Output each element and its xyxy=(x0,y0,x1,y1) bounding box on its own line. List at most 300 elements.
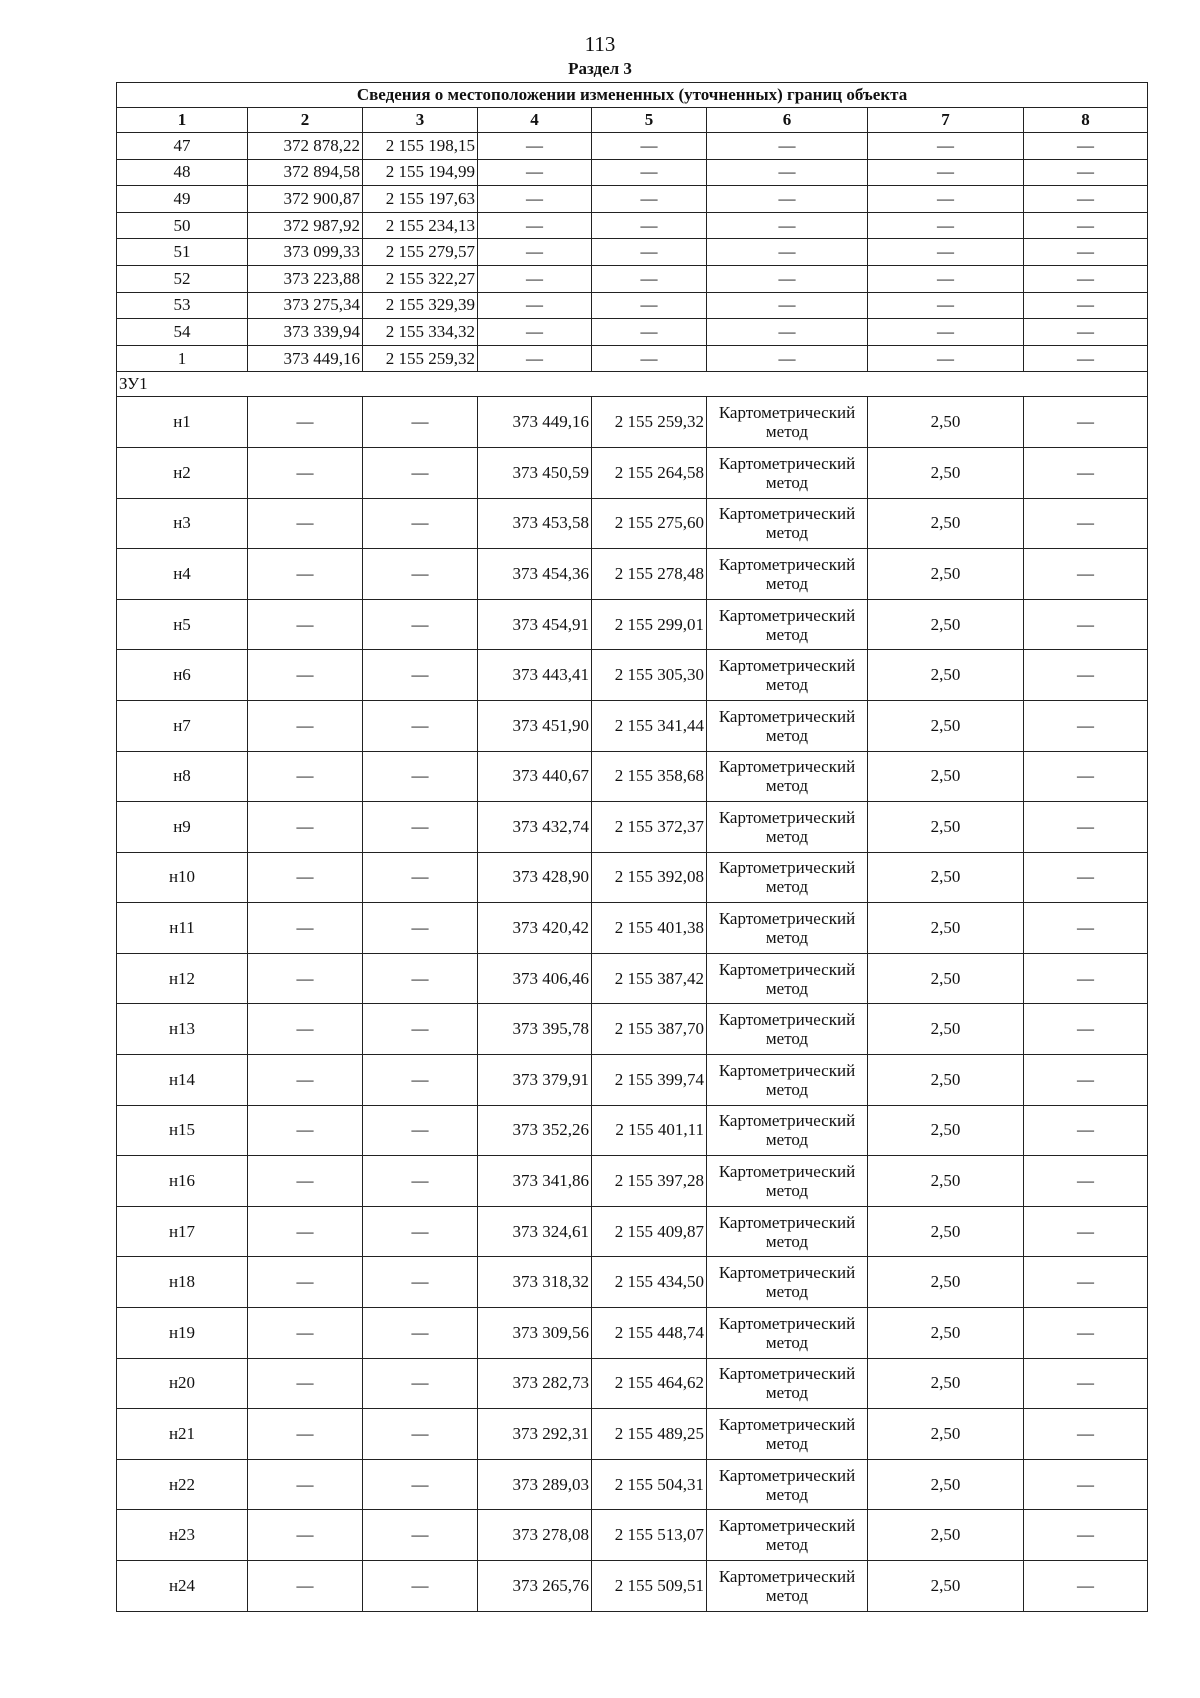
point-number-cell: н4 xyxy=(117,549,248,600)
table-row xyxy=(117,700,1148,751)
accuracy-cell: 2,50 xyxy=(868,650,1024,701)
accuracy-cell: 2,50 xyxy=(868,498,1024,549)
dash-cell: — xyxy=(1024,345,1148,372)
accuracy-cell: 2,50 xyxy=(868,1561,1024,1612)
dash-cell: — xyxy=(868,292,1024,319)
method-cell: Картометрический метод xyxy=(707,1308,868,1359)
dash-cell: — xyxy=(1024,700,1148,751)
accuracy-cell: 2,50 xyxy=(868,1510,1024,1561)
column-header: 4 xyxy=(478,108,592,133)
column-header: 3 xyxy=(363,108,478,133)
y-coordinate-cell: 2 155 401,38 xyxy=(592,903,707,954)
dash-cell: — xyxy=(1024,1004,1148,1055)
dash-cell: — xyxy=(248,903,363,954)
accuracy-cell: 2,50 xyxy=(868,447,1024,498)
table-row xyxy=(117,650,1148,701)
dash-cell: — xyxy=(248,1156,363,1207)
dash-cell: — xyxy=(707,292,868,319)
dash-cell: — xyxy=(478,292,592,319)
column-header: 6 xyxy=(707,108,868,133)
dash-cell: — xyxy=(592,186,707,213)
x-coordinate-cell: 373 275,34 xyxy=(248,292,363,319)
accuracy-cell: 2,50 xyxy=(868,549,1024,600)
accuracy-cell: 2,50 xyxy=(868,700,1024,751)
dash-cell: — xyxy=(1024,447,1148,498)
y-coordinate-cell: 2 155 387,42 xyxy=(592,953,707,1004)
dash-cell: — xyxy=(248,1004,363,1055)
y-coordinate-cell: 2 155 329,39 xyxy=(363,292,478,319)
dash-cell: — xyxy=(1024,1257,1148,1308)
x-coordinate-cell: 373 265,76 xyxy=(478,1561,592,1612)
y-coordinate-cell: 2 155 387,70 xyxy=(592,1004,707,1055)
dash-cell: — xyxy=(707,345,868,372)
dash-cell: — xyxy=(592,345,707,372)
column-header: 8 xyxy=(1024,108,1148,133)
dash-cell: — xyxy=(248,953,363,1004)
dash-cell: — xyxy=(363,953,478,1004)
y-coordinate-cell: 2 155 513,07 xyxy=(592,1510,707,1561)
y-coordinate-cell: 2 155 434,50 xyxy=(592,1257,707,1308)
method-cell: Картометрический метод xyxy=(707,549,868,600)
dash-cell: — xyxy=(1024,751,1148,802)
point-number-cell: 48 xyxy=(117,159,248,186)
accuracy-cell: 2,50 xyxy=(868,1156,1024,1207)
y-coordinate-cell: 2 155 464,62 xyxy=(592,1358,707,1409)
table-row xyxy=(117,133,1148,160)
point-number-cell: н24 xyxy=(117,1561,248,1612)
y-coordinate-cell: 2 155 399,74 xyxy=(592,1055,707,1106)
table-row xyxy=(117,1105,1148,1156)
dash-cell: — xyxy=(478,345,592,372)
dash-cell: — xyxy=(363,599,478,650)
dash-cell: — xyxy=(248,1308,363,1359)
x-coordinate-cell: 373 449,16 xyxy=(478,397,592,448)
dash-cell: — xyxy=(868,212,1024,239)
table-row xyxy=(117,751,1148,802)
dash-cell: — xyxy=(1024,1206,1148,1257)
dash-cell: — xyxy=(1024,1510,1148,1561)
method-cell: Картометрический метод xyxy=(707,802,868,853)
dash-cell: — xyxy=(1024,599,1148,650)
dash-cell: — xyxy=(248,1409,363,1460)
accuracy-cell: 2,50 xyxy=(868,751,1024,802)
dash-cell: — xyxy=(363,447,478,498)
dash-cell: — xyxy=(1024,397,1148,448)
accuracy-cell: 2,50 xyxy=(868,852,1024,903)
x-coordinate-cell: 373 453,58 xyxy=(478,498,592,549)
y-coordinate-cell: 2 155 264,58 xyxy=(592,447,707,498)
point-number-cell: н2 xyxy=(117,447,248,498)
point-number-cell: н12 xyxy=(117,953,248,1004)
dash-cell: — xyxy=(363,1105,478,1156)
table-row xyxy=(117,903,1148,954)
x-coordinate-cell: 373 339,94 xyxy=(248,319,363,346)
x-coordinate-cell: 373 432,74 xyxy=(478,802,592,853)
dash-cell: — xyxy=(868,186,1024,213)
dash-cell: — xyxy=(363,751,478,802)
dash-cell: — xyxy=(248,1459,363,1510)
dash-cell: — xyxy=(1024,903,1148,954)
dash-cell: — xyxy=(1024,1358,1148,1409)
y-coordinate-cell: 2 155 299,01 xyxy=(592,599,707,650)
method-cell: Картометрический метод xyxy=(707,1055,868,1106)
table-row xyxy=(117,1510,1148,1561)
dash-cell: — xyxy=(1024,186,1148,213)
accuracy-cell: 2,50 xyxy=(868,397,1024,448)
table-row xyxy=(117,1459,1148,1510)
point-number-cell: н13 xyxy=(117,1004,248,1055)
point-number-cell: н19 xyxy=(117,1308,248,1359)
dash-cell: — xyxy=(248,802,363,853)
dash-cell: — xyxy=(363,1409,478,1460)
dash-cell: — xyxy=(707,212,868,239)
x-coordinate-cell: 373 451,90 xyxy=(478,700,592,751)
dash-cell: — xyxy=(248,1206,363,1257)
dash-cell: — xyxy=(478,319,592,346)
group-row xyxy=(117,372,1148,397)
dash-cell: — xyxy=(363,1257,478,1308)
dash-cell: — xyxy=(868,159,1024,186)
dash-cell: — xyxy=(248,1105,363,1156)
dash-cell: — xyxy=(363,1510,478,1561)
point-number-cell: 1 xyxy=(117,345,248,372)
dash-cell: — xyxy=(363,549,478,600)
table-row xyxy=(117,265,1148,292)
dash-cell: — xyxy=(1024,498,1148,549)
dash-cell: — xyxy=(248,650,363,701)
dash-cell: — xyxy=(592,292,707,319)
x-coordinate-cell: 373 318,32 xyxy=(478,1257,592,1308)
dash-cell: — xyxy=(1024,802,1148,853)
y-coordinate-cell: 2 155 194,99 xyxy=(363,159,478,186)
point-number-cell: н10 xyxy=(117,852,248,903)
dash-cell: — xyxy=(478,186,592,213)
dash-cell: — xyxy=(1024,852,1148,903)
x-coordinate-cell: 372 987,92 xyxy=(248,212,363,239)
y-coordinate-cell: 2 155 275,60 xyxy=(592,498,707,549)
group-label: ЗУ1 xyxy=(117,372,1148,397)
point-number-cell: 54 xyxy=(117,319,248,346)
point-number-cell: н11 xyxy=(117,903,248,954)
table-row xyxy=(117,319,1148,346)
dash-cell: — xyxy=(248,599,363,650)
dash-cell: — xyxy=(478,159,592,186)
point-number-cell: н7 xyxy=(117,700,248,751)
point-number-cell: 50 xyxy=(117,212,248,239)
point-number-cell: н6 xyxy=(117,650,248,701)
dash-cell: — xyxy=(248,751,363,802)
method-cell: Картометрический метод xyxy=(707,1409,868,1460)
point-number-cell: н8 xyxy=(117,751,248,802)
table-row xyxy=(117,186,1148,213)
dash-cell: — xyxy=(363,903,478,954)
dash-cell: — xyxy=(248,1055,363,1106)
point-number-cell: н5 xyxy=(117,599,248,650)
dash-cell: — xyxy=(248,498,363,549)
method-cell: Картометрический метод xyxy=(707,1257,868,1308)
method-cell: Картометрический метод xyxy=(707,1459,868,1510)
y-coordinate-cell: 2 155 358,68 xyxy=(592,751,707,802)
dash-cell: — xyxy=(868,265,1024,292)
y-coordinate-cell: 2 155 489,25 xyxy=(592,1409,707,1460)
column-header: 2 xyxy=(248,108,363,133)
section-title: Раздел 3 xyxy=(568,59,632,78)
y-coordinate-cell: 2 155 259,32 xyxy=(363,345,478,372)
dash-cell: — xyxy=(1024,1105,1148,1156)
dash-cell: — xyxy=(248,700,363,751)
x-coordinate-cell: 373 292,31 xyxy=(478,1409,592,1460)
x-coordinate-cell: 373 406,46 xyxy=(478,953,592,1004)
point-number-cell: н17 xyxy=(117,1206,248,1257)
table-row xyxy=(117,1055,1148,1106)
dash-cell: — xyxy=(363,498,478,549)
x-coordinate-cell: 373 341,86 xyxy=(478,1156,592,1207)
dash-cell: — xyxy=(1024,292,1148,319)
dash-cell: — xyxy=(868,345,1024,372)
accuracy-cell: 2,50 xyxy=(868,599,1024,650)
dash-cell: — xyxy=(707,186,868,213)
point-number-cell: н15 xyxy=(117,1105,248,1156)
table-row xyxy=(117,953,1148,1004)
point-number-cell: н16 xyxy=(117,1156,248,1207)
table-row xyxy=(117,852,1148,903)
x-coordinate-cell: 373 282,73 xyxy=(478,1358,592,1409)
dash-cell: — xyxy=(1024,1561,1148,1612)
table-row xyxy=(117,1004,1148,1055)
point-number-cell: н3 xyxy=(117,498,248,549)
point-number-cell: н14 xyxy=(117,1055,248,1106)
dash-cell: — xyxy=(1024,1409,1148,1460)
accuracy-cell: 2,50 xyxy=(868,1409,1024,1460)
x-coordinate-cell: 373 099,33 xyxy=(248,239,363,266)
x-coordinate-cell: 372 878,22 xyxy=(248,133,363,160)
dash-cell: — xyxy=(592,159,707,186)
table-row xyxy=(117,212,1148,239)
dash-cell: — xyxy=(363,1156,478,1207)
point-number-cell: н20 xyxy=(117,1358,248,1409)
page-number: 113 xyxy=(584,32,616,56)
accuracy-cell: 2,50 xyxy=(868,1308,1024,1359)
x-coordinate-cell: 373 278,08 xyxy=(478,1510,592,1561)
dash-cell: — xyxy=(248,549,363,600)
method-cell: Картометрический метод xyxy=(707,498,868,549)
dash-cell: — xyxy=(707,319,868,346)
method-cell: Картометрический метод xyxy=(707,1358,868,1409)
method-cell: Картометрический метод xyxy=(707,599,868,650)
method-cell: Картометрический метод xyxy=(707,1156,868,1207)
y-coordinate-cell: 2 155 401,11 xyxy=(592,1105,707,1156)
dash-cell: — xyxy=(478,133,592,160)
dash-cell: — xyxy=(1024,1156,1148,1207)
table-row xyxy=(117,397,1148,448)
dash-cell: — xyxy=(248,397,363,448)
dash-cell: — xyxy=(1024,319,1148,346)
dash-cell: — xyxy=(1024,159,1148,186)
dash-cell: — xyxy=(1024,650,1148,701)
dash-cell: — xyxy=(592,265,707,292)
x-coordinate-cell: 373 428,90 xyxy=(478,852,592,903)
x-coordinate-cell: 373 420,42 xyxy=(478,903,592,954)
dash-cell: — xyxy=(868,239,1024,266)
dash-cell: — xyxy=(707,133,868,160)
table-title: Сведения о местоположении измененных (уточненных) границ объекта xyxy=(117,83,1148,108)
dash-cell: — xyxy=(1024,549,1148,600)
table-row xyxy=(117,1257,1148,1308)
column-header: 7 xyxy=(868,108,1024,133)
method-cell: Картометрический метод xyxy=(707,953,868,1004)
table-row xyxy=(117,1206,1148,1257)
dash-cell: — xyxy=(363,1459,478,1510)
dash-cell: — xyxy=(363,1206,478,1257)
accuracy-cell: 2,50 xyxy=(868,1459,1024,1510)
table-row xyxy=(117,1308,1148,1359)
dash-cell: — xyxy=(592,239,707,266)
point-number-cell: 53 xyxy=(117,292,248,319)
dash-cell: — xyxy=(363,650,478,701)
y-coordinate-cell: 2 155 278,48 xyxy=(592,549,707,600)
table-row xyxy=(117,1409,1148,1460)
dash-cell: — xyxy=(1024,212,1148,239)
y-coordinate-cell: 2 155 372,37 xyxy=(592,802,707,853)
column-header: 1 xyxy=(117,108,248,133)
y-coordinate-cell: 2 155 504,31 xyxy=(592,1459,707,1510)
x-coordinate-cell: 373 324,61 xyxy=(478,1206,592,1257)
x-coordinate-cell: 373 289,03 xyxy=(478,1459,592,1510)
x-coordinate-cell: 372 894,58 xyxy=(248,159,363,186)
method-cell: Картометрический метод xyxy=(707,1004,868,1055)
dash-cell: — xyxy=(707,239,868,266)
dash-cell: — xyxy=(363,1561,478,1612)
dash-cell: — xyxy=(248,1561,363,1612)
method-cell: Картометрический метод xyxy=(707,1561,868,1612)
x-coordinate-cell: 373 454,91 xyxy=(478,599,592,650)
dash-cell: — xyxy=(1024,1055,1148,1106)
table-row xyxy=(117,292,1148,319)
dash-cell: — xyxy=(1024,239,1148,266)
method-cell: Картометрический метод xyxy=(707,447,868,498)
accuracy-cell: 2,50 xyxy=(868,1206,1024,1257)
dash-cell: — xyxy=(1024,265,1148,292)
x-coordinate-cell: 373 379,91 xyxy=(478,1055,592,1106)
method-cell: Картометрический метод xyxy=(707,852,868,903)
method-cell: Картометрический метод xyxy=(707,751,868,802)
table-row xyxy=(117,159,1148,186)
method-cell: Картометрический метод xyxy=(707,700,868,751)
table-row xyxy=(117,1156,1148,1207)
y-coordinate-cell: 2 155 279,57 xyxy=(363,239,478,266)
dash-cell: — xyxy=(363,700,478,751)
accuracy-cell: 2,50 xyxy=(868,802,1024,853)
y-coordinate-cell: 2 155 259,32 xyxy=(592,397,707,448)
method-cell: Картометрический метод xyxy=(707,903,868,954)
x-coordinate-cell: 372 900,87 xyxy=(248,186,363,213)
dash-cell: — xyxy=(478,212,592,239)
x-coordinate-cell: 373 352,26 xyxy=(478,1105,592,1156)
table-row xyxy=(117,345,1148,372)
x-coordinate-cell: 373 223,88 xyxy=(248,265,363,292)
column-header-row xyxy=(117,108,1148,133)
point-number-cell: 47 xyxy=(117,133,248,160)
table-row xyxy=(117,599,1148,650)
dash-cell: — xyxy=(868,133,1024,160)
y-coordinate-cell: 2 155 392,08 xyxy=(592,852,707,903)
dash-cell: — xyxy=(248,1257,363,1308)
accuracy-cell: 2,50 xyxy=(868,953,1024,1004)
table-row xyxy=(117,1561,1148,1612)
table-row xyxy=(117,498,1148,549)
dash-cell: — xyxy=(363,397,478,448)
accuracy-cell: 2,50 xyxy=(868,1257,1024,1308)
method-cell: Картометрический метод xyxy=(707,1510,868,1561)
accuracy-cell: 2,50 xyxy=(868,1004,1024,1055)
dash-cell: — xyxy=(363,1308,478,1359)
point-number-cell: н1 xyxy=(117,397,248,448)
dash-cell: — xyxy=(363,852,478,903)
x-coordinate-cell: 373 440,67 xyxy=(478,751,592,802)
dash-cell: — xyxy=(363,1055,478,1106)
dash-cell: — xyxy=(868,319,1024,346)
accuracy-cell: 2,50 xyxy=(868,903,1024,954)
y-coordinate-cell: 2 155 509,51 xyxy=(592,1561,707,1612)
dash-cell: — xyxy=(248,1358,363,1409)
point-number-cell: 52 xyxy=(117,265,248,292)
dash-cell: — xyxy=(1024,1308,1148,1359)
dash-cell: — xyxy=(248,852,363,903)
dash-cell: — xyxy=(707,265,868,292)
dash-cell: — xyxy=(248,447,363,498)
dash-cell: — xyxy=(248,1510,363,1561)
method-cell: Картометрический метод xyxy=(707,397,868,448)
y-coordinate-cell: 2 155 409,87 xyxy=(592,1206,707,1257)
y-coordinate-cell: 2 155 197,63 xyxy=(363,186,478,213)
boundary-table xyxy=(116,82,1148,1612)
point-number-cell: н21 xyxy=(117,1409,248,1460)
method-cell: Картометрический метод xyxy=(707,1105,868,1156)
point-number-cell: 49 xyxy=(117,186,248,213)
x-coordinate-cell: 373 454,36 xyxy=(478,549,592,600)
accuracy-cell: 2,50 xyxy=(868,1105,1024,1156)
table-row xyxy=(117,1358,1148,1409)
x-coordinate-cell: 373 395,78 xyxy=(478,1004,592,1055)
point-number-cell: н22 xyxy=(117,1459,248,1510)
y-coordinate-cell: 2 155 334,32 xyxy=(363,319,478,346)
y-coordinate-cell: 2 155 305,30 xyxy=(592,650,707,701)
y-coordinate-cell: 2 155 198,15 xyxy=(363,133,478,160)
table-row xyxy=(117,239,1148,266)
y-coordinate-cell: 2 155 322,27 xyxy=(363,265,478,292)
dash-cell: — xyxy=(592,133,707,160)
dash-cell: — xyxy=(1024,133,1148,160)
point-number-cell: н9 xyxy=(117,802,248,853)
column-header: 5 xyxy=(592,108,707,133)
accuracy-cell: 2,50 xyxy=(868,1055,1024,1106)
table-row xyxy=(117,802,1148,853)
dash-cell: — xyxy=(707,159,868,186)
table-row xyxy=(117,447,1148,498)
y-coordinate-cell: 2 155 234,13 xyxy=(363,212,478,239)
dash-cell: — xyxy=(363,1358,478,1409)
dash-cell: — xyxy=(363,802,478,853)
x-coordinate-cell: 373 450,59 xyxy=(478,447,592,498)
table-row xyxy=(117,549,1148,600)
dash-cell: — xyxy=(478,265,592,292)
dash-cell: — xyxy=(592,212,707,239)
dash-cell: — xyxy=(1024,953,1148,1004)
x-coordinate-cell: 373 309,56 xyxy=(478,1308,592,1359)
dash-cell: — xyxy=(363,1004,478,1055)
y-coordinate-cell: 2 155 448,74 xyxy=(592,1308,707,1359)
dash-cell: — xyxy=(478,239,592,266)
